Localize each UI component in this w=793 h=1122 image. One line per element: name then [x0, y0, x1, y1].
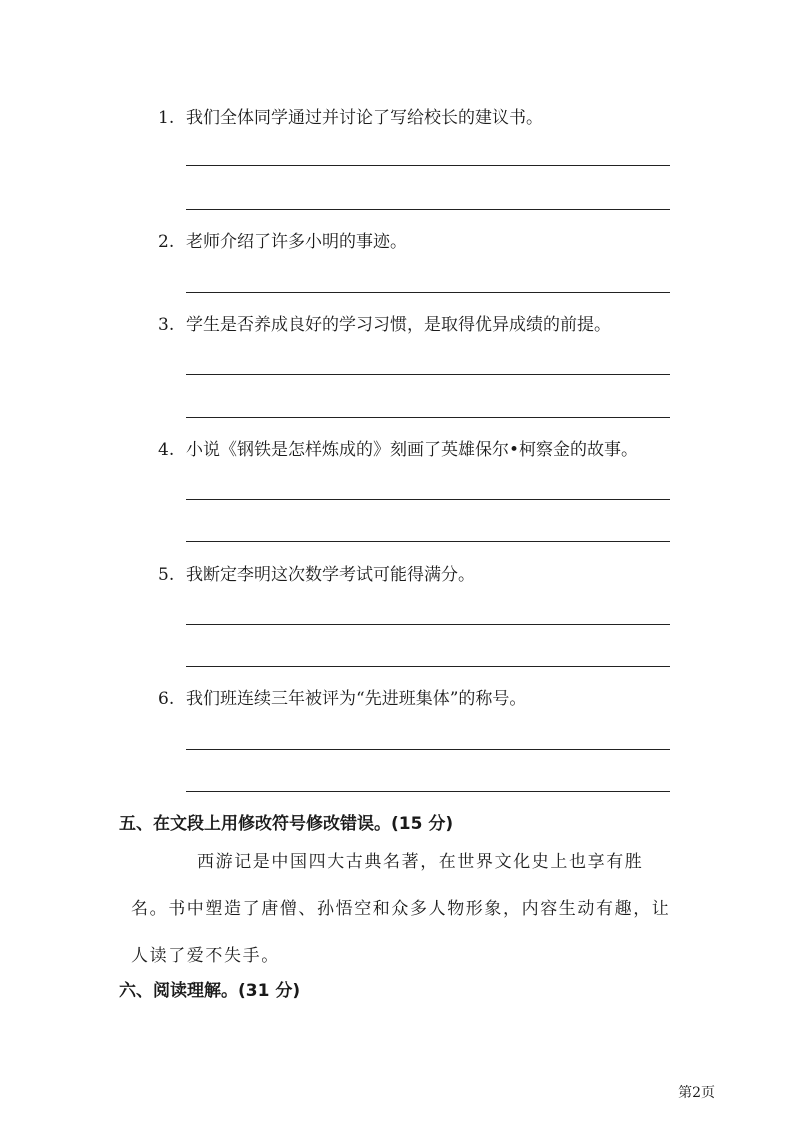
question-text: 我们全体同学通过并讨论了写给校长的建议书。 [186, 108, 543, 128]
question-3 [158, 314, 611, 336]
answer-line[interactable] [186, 624, 670, 625]
question-5 [158, 564, 475, 586]
question-text: 老师介绍了许多小明的事迹。 [186, 232, 407, 252]
question-number: 4. [158, 440, 175, 460]
question-number: 6. [158, 689, 175, 709]
answer-line[interactable] [186, 791, 670, 792]
question-text: 小说《钢铁是怎样炼成的》刻画了英雄保尔•柯察金的故事。 [186, 440, 639, 460]
answer-line[interactable] [186, 499, 670, 500]
question-number: 3. [158, 315, 175, 335]
question-number: 5. [158, 565, 175, 585]
answer-line[interactable] [186, 749, 670, 750]
question-text: 我断定李明这次数学考试可能得满分。 [186, 565, 475, 585]
page-number: 第2页 [678, 1085, 715, 1101]
answer-line[interactable] [186, 165, 670, 166]
answer-line[interactable] [186, 374, 670, 375]
answer-line[interactable] [186, 666, 670, 667]
question-6 [158, 688, 526, 710]
section-6-heading: 六、阅读理解。(31 分) [119, 981, 301, 1001]
question-4 [158, 439, 638, 461]
question-number: 2. [158, 232, 175, 252]
section-5-heading: 五、在文段上用修改符号修改错误。(15 分) [119, 814, 454, 834]
question-text: 我们班连续三年被评为“先进班集体”的称号。 [186, 689, 527, 709]
question-number: 1. [158, 108, 175, 128]
answer-line[interactable] [186, 541, 670, 542]
answer-line[interactable] [186, 292, 670, 293]
section-5-paragraph: 西游记是中国四大古典名著，在世界文化史上也享有胜名。书中塑造了唐僧、孙悟空和众多人物形象，内容生动有趣，让人读了爱不失手。 [131, 852, 671, 966]
question-text: 学生是否养成良好的学习习惯，是取得优异成绩的前提。 [186, 315, 611, 335]
question-1 [158, 107, 543, 129]
answer-line[interactable] [186, 417, 670, 418]
answer-line[interactable] [186, 209, 670, 210]
question-2 [158, 231, 407, 253]
